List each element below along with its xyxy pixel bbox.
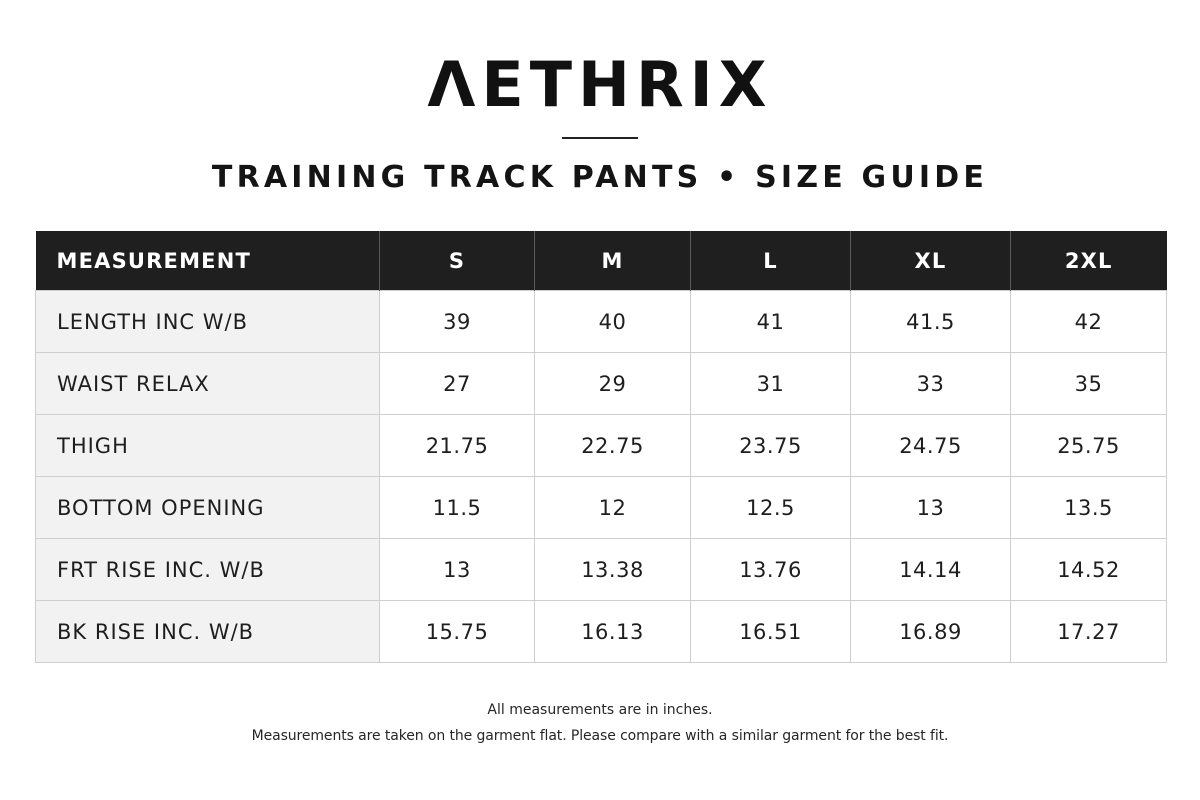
table-cell: 22.75 <box>535 415 691 477</box>
table-cell: 13.38 <box>535 539 691 601</box>
table-row <box>36 601 1167 663</box>
table-cell: 40 <box>535 291 691 353</box>
size-table <box>35 231 1167 663</box>
table-cell: 13.76 <box>691 539 851 601</box>
row-label: WAIST RELAX <box>36 353 380 415</box>
header-size-xl: XL <box>851 231 1011 291</box>
units-note: All measurements are in inches. <box>487 702 713 718</box>
table-cell: 17.27 <box>1011 601 1167 663</box>
header-size-m: M <box>535 231 691 291</box>
row-label: THIGH <box>36 415 380 477</box>
table-cell: 12.5 <box>691 477 851 539</box>
table-cell: 16.51 <box>691 601 851 663</box>
header-size-2xl: 2XL <box>1011 231 1167 291</box>
header-measurement: MEASUREMENT <box>36 231 380 291</box>
table-cell: 13.5 <box>1011 477 1167 539</box>
table-row <box>36 353 1167 415</box>
table-cell: 14.52 <box>1011 539 1167 601</box>
table-row <box>36 291 1167 353</box>
table-cell: 21.75 <box>380 415 535 477</box>
table-cell: 24.75 <box>851 415 1011 477</box>
table-cell: 13 <box>380 539 535 601</box>
table-cell: 23.75 <box>691 415 851 477</box>
row-label: FRT RISE INC. W/B <box>36 539 380 601</box>
page-title: TRAINING TRACK PANTS • SIZE GUIDE <box>211 160 989 195</box>
brand-logo: ΛETHRIX <box>427 48 773 121</box>
table-cell: 29 <box>535 353 691 415</box>
table-cell: 35 <box>1011 353 1167 415</box>
table-cell: 12 <box>535 477 691 539</box>
table-cell: 16.89 <box>851 601 1011 663</box>
table-cell: 27 <box>380 353 535 415</box>
table-cell: 39 <box>380 291 535 353</box>
table-cell: 41 <box>691 291 851 353</box>
table-cell: 15.75 <box>380 601 535 663</box>
table-cell: 41.5 <box>851 291 1011 353</box>
header-size-l: L <box>691 231 851 291</box>
table-cell: 33 <box>851 353 1011 415</box>
header-size-s: S <box>380 231 535 291</box>
table-cell: 11.5 <box>380 477 535 539</box>
row-label: LENGTH INC W/B <box>36 291 380 353</box>
table-header-row <box>36 231 1167 291</box>
table-cell: 42 <box>1011 291 1167 353</box>
title-divider <box>562 137 638 139</box>
table-row <box>36 415 1167 477</box>
table-cell: 14.14 <box>851 539 1011 601</box>
row-label: BOTTOM OPENING <box>36 477 380 539</box>
table-cell: 25.75 <box>1011 415 1167 477</box>
measuring-note: Measurements are taken on the garment flat. Please compare with a similar garment for the best fit. <box>251 728 949 744</box>
table-cell: 31 <box>691 353 851 415</box>
table-row <box>36 477 1167 539</box>
table-cell: 16.13 <box>535 601 691 663</box>
table-row <box>36 539 1167 601</box>
row-label: BK RISE INC. W/B <box>36 601 380 663</box>
table-cell: 13 <box>851 477 1011 539</box>
